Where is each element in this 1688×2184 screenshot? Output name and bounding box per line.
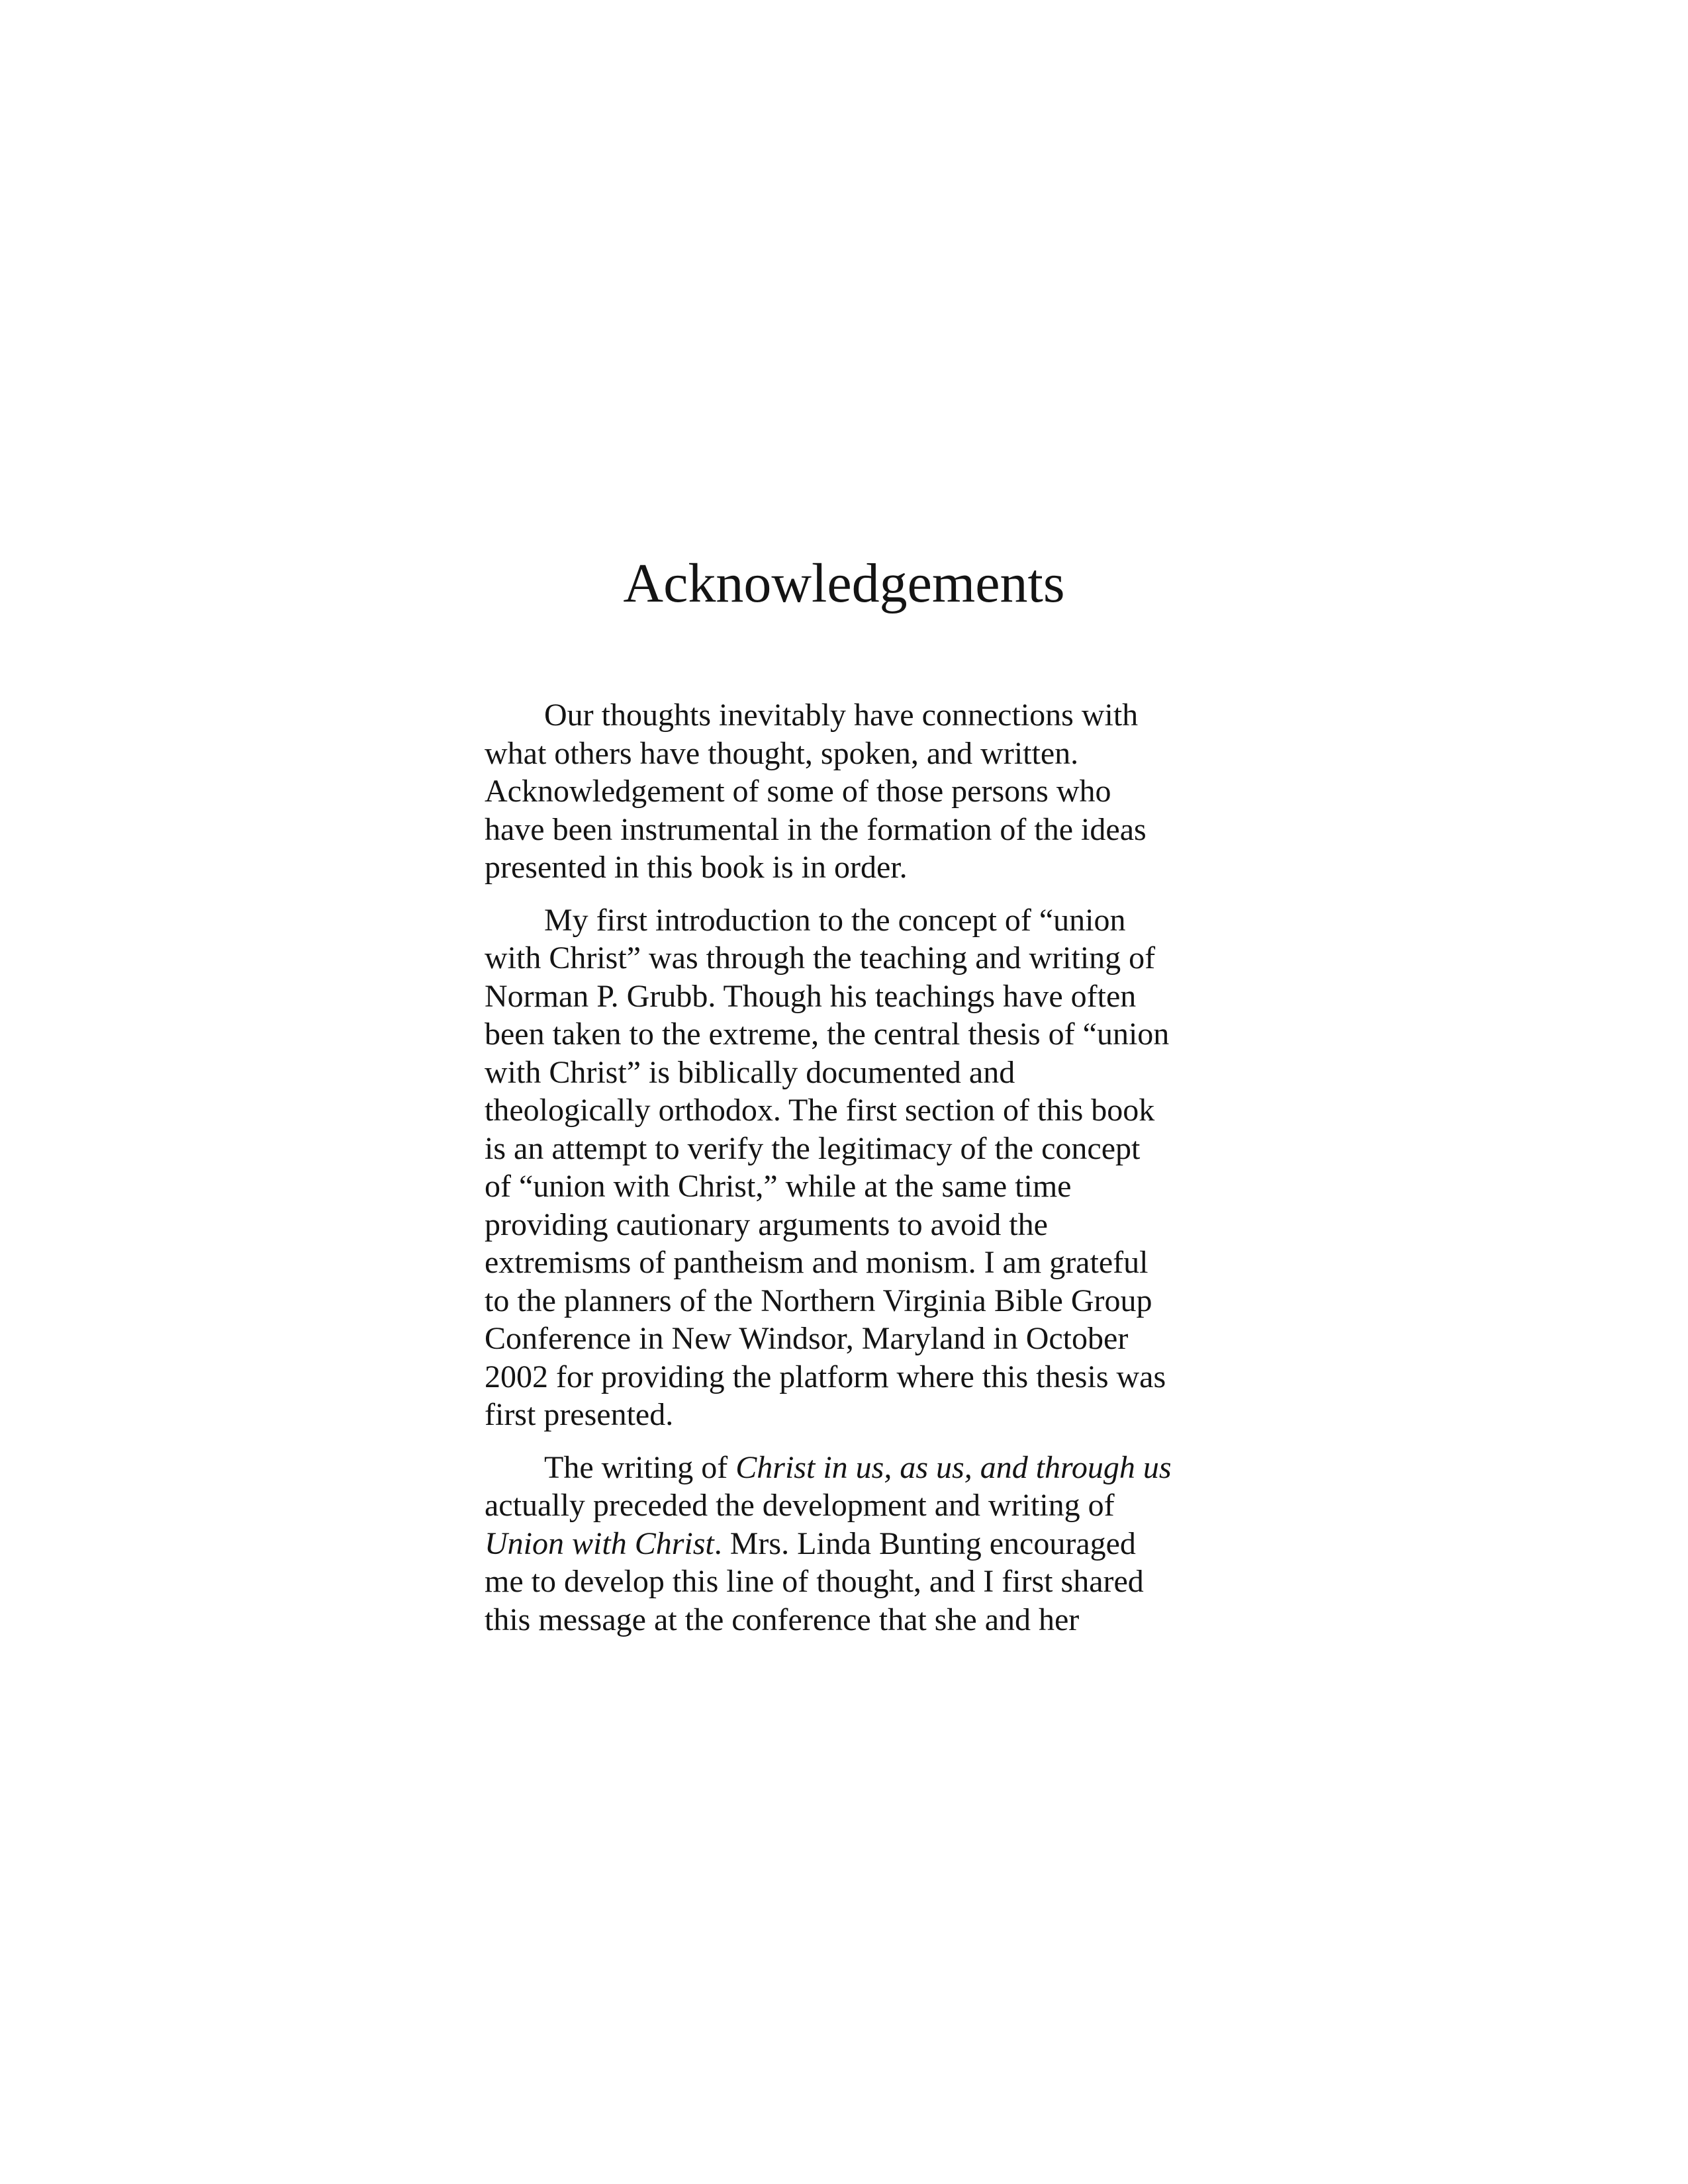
page-title: Acknowledgements bbox=[623, 553, 1065, 614]
text-run: The writing of bbox=[544, 1449, 736, 1485]
text-line bbox=[485, 1525, 1206, 1563]
body-text bbox=[485, 696, 1206, 1639]
text-line: to the planners of the Northern Virginia Bible Group bbox=[485, 1283, 1152, 1318]
text-line: My first introduction to the concept of “union bbox=[544, 902, 1126, 938]
text-line: what others have thought, spoken, and written. bbox=[485, 735, 1079, 771]
text-line: have been instrumental in the formation of the ideas bbox=[485, 811, 1147, 847]
text-line: extremisms of pantheism and monism. I am grateful bbox=[485, 1245, 1149, 1280]
paragraph-2 bbox=[485, 901, 1206, 1434]
text-line: Conference in New Windsor, Maryland in October bbox=[485, 1321, 1129, 1356]
text-line: Our thoughts inevitably have connections with bbox=[544, 698, 1139, 733]
text-line: me to develop this line of thought, and I first shared bbox=[485, 1564, 1144, 1599]
paragraph-3 bbox=[485, 1449, 1206, 1639]
text-line: is an attempt to verify the legitimacy of the concept bbox=[485, 1130, 1141, 1166]
text-line: 2002 for providing the platform where this thesis was bbox=[485, 1359, 1166, 1394]
text-line: been taken to the extreme, the central thesis of “union bbox=[485, 1017, 1170, 1052]
text-run: . Mrs. Linda Bunting encouraged bbox=[714, 1525, 1136, 1561]
text-line: Acknowledgement of some of those persons who bbox=[485, 774, 1111, 809]
text-line: this message at the conference that she and her bbox=[485, 1602, 1080, 1637]
text-line: presented in this book is in order. bbox=[485, 850, 908, 885]
text-line: Norman P. Grubb. Though his teachings have often bbox=[485, 978, 1137, 1014]
book-title-italic: Christ in us, as us, and through us bbox=[735, 1449, 1172, 1485]
text-line: first presented. bbox=[485, 1397, 674, 1432]
text-line: with Christ” is biblically documented and bbox=[485, 1054, 1015, 1090]
book-title-italic: Union with Christ bbox=[485, 1525, 714, 1561]
text-line: of “union with Christ,” while at the same time bbox=[485, 1169, 1072, 1204]
text-line: providing cautionary arguments to avoid the bbox=[485, 1206, 1048, 1242]
text-line: with Christ” was through the teaching and writing of bbox=[485, 940, 1156, 976]
text-line: actually preceded the development and writing of bbox=[485, 1488, 1115, 1523]
paragraph-1 bbox=[485, 696, 1206, 887]
text-line bbox=[485, 1449, 1206, 1487]
text-line: theologically orthodox. The first section of this book bbox=[485, 1093, 1155, 1128]
